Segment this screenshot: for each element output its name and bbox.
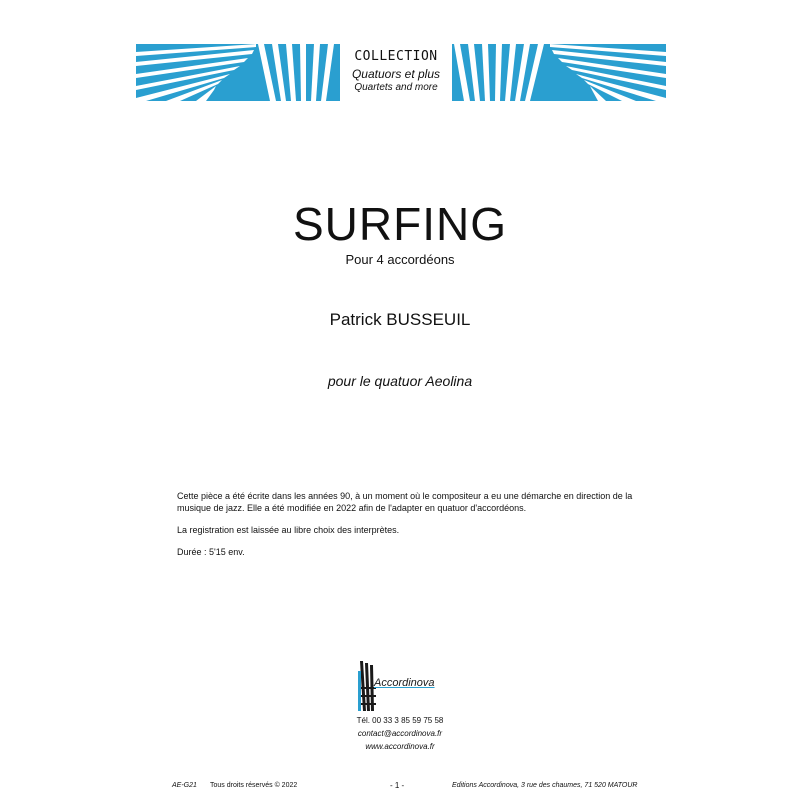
- dedication: pour le quatuor Aeolina: [327, 373, 473, 389]
- notes-paragraph-1: Cette pièce a été écrite dans les années 90, à un moment où le compositeur a eu une démarche en direction de la musique de jazz. Elle a été modifiée en 2022 afin de l'adapter en quatuor d'accordéons.: [177, 491, 633, 513]
- contact-phone: Tél. 00 33 3 85 59 75 58: [356, 716, 444, 725]
- notes-paragraph-2: La registration est laissée au libre choix des interprètes.: [177, 525, 400, 535]
- contact-block: [0, 714, 800, 753]
- footer-publisher: Editions Accordinova, 3 rue des chaumes, 71 520 MATOUR: [452, 782, 638, 789]
- contact-website[interactable]: www.accordinova.fr: [365, 742, 435, 751]
- composer-name: Patrick BUSSEUIL: [329, 310, 471, 329]
- piece-title: SURFING: [293, 198, 507, 250]
- contact-email[interactable]: contact@accordinova.fr: [357, 729, 443, 738]
- instrumentation: Pour 4 accordéons: [345, 252, 455, 267]
- collection-subtitle-en: Quartets and more: [354, 82, 438, 93]
- banner-label: [340, 44, 452, 101]
- collection-subtitle-fr: Quatuors et plus: [351, 67, 441, 81]
- publisher-logo: [358, 661, 448, 711]
- footer-rights: Tous droits réservés © 2022: [210, 782, 298, 789]
- footer-page-number: - 1 -: [390, 781, 405, 790]
- collection-label: COLLECTION: [354, 49, 438, 64]
- notes-paragraph-3: Durée : 5'15 env.: [177, 547, 245, 557]
- collection-banner: [136, 44, 666, 101]
- logo-wordmark: Accordinova: [374, 677, 435, 689]
- footer-code: AE-G21: [172, 782, 197, 789]
- program-notes: [177, 490, 637, 568]
